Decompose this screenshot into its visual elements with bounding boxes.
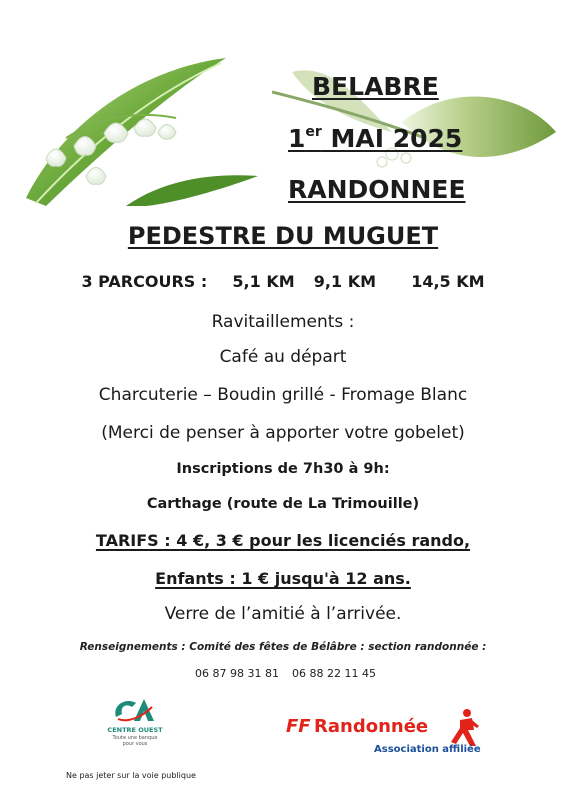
ffrandonnee-logo	[286, 708, 486, 764]
title-randonnee: RANDONNEE	[288, 175, 466, 204]
ca-mark-icon	[112, 697, 156, 723]
ravitaillements-heading: Ravitaillements :	[211, 312, 355, 332]
ffr-name: Randonnée	[314, 716, 429, 737]
ffr-prefix: FF	[286, 716, 311, 737]
parcours-label: 3 PARCOURS :	[81, 272, 208, 291]
ravitaillements-gobelet: (Merci de penser à apporter votre gobelet)	[101, 423, 465, 443]
date-superscript: er	[305, 124, 322, 140]
credit-agricole-logo	[100, 697, 170, 757]
parcours-distance-3: 14,5 KM	[411, 272, 485, 291]
hiker-icon	[450, 708, 480, 748]
contact-info: Renseignements : Comité des fêtes de Bélâbre : section randonnée :	[79, 641, 487, 653]
place-title: BELABRE	[312, 72, 439, 101]
contact-phone-1: 06 87 98 31 81	[195, 667, 279, 680]
date-rest: MAI 2025	[321, 124, 463, 153]
muguet-image-left	[26, 58, 258, 206]
inscriptions-place: Carthage (route de La Trimouille)	[146, 496, 420, 512]
ravitaillements-menu: Charcuterie – Boudin grillé - Fromage Blanc	[98, 385, 468, 405]
title-pedestre: PEDESTRE DU MUGUET	[127, 222, 439, 250]
parcours-distance-2: 9,1 KM	[313, 272, 377, 291]
closing-line: Verre de l’amitié à l’arrivée.	[164, 604, 402, 624]
parcours-distance-1: 5,1 KM	[232, 272, 295, 291]
ffr-subtitle: Association affiliée	[374, 744, 481, 755]
ca-region: CENTRE OUEST	[107, 726, 163, 734]
date-title	[288, 124, 462, 153]
parcours-line	[0, 272, 566, 291]
tarifs-adults: TARIFS : 4 €, 3 € pour les licenciés rando,	[95, 531, 471, 550]
contact-phone-2: 06 88 22 11 45	[292, 667, 376, 680]
ravitaillements-cafe: Café au départ	[219, 347, 347, 367]
ca-slogan: Toute une banque pour vous	[112, 735, 158, 747]
inscriptions-time: Inscriptions de 7h30 à 9h:	[176, 461, 390, 477]
tarifs-children: Enfants : 1 € jusqu'à 12 ans.	[155, 569, 411, 588]
footer-note: Ne pas jeter sur la voie publique	[66, 771, 196, 780]
date-day: 1	[288, 124, 306, 153]
